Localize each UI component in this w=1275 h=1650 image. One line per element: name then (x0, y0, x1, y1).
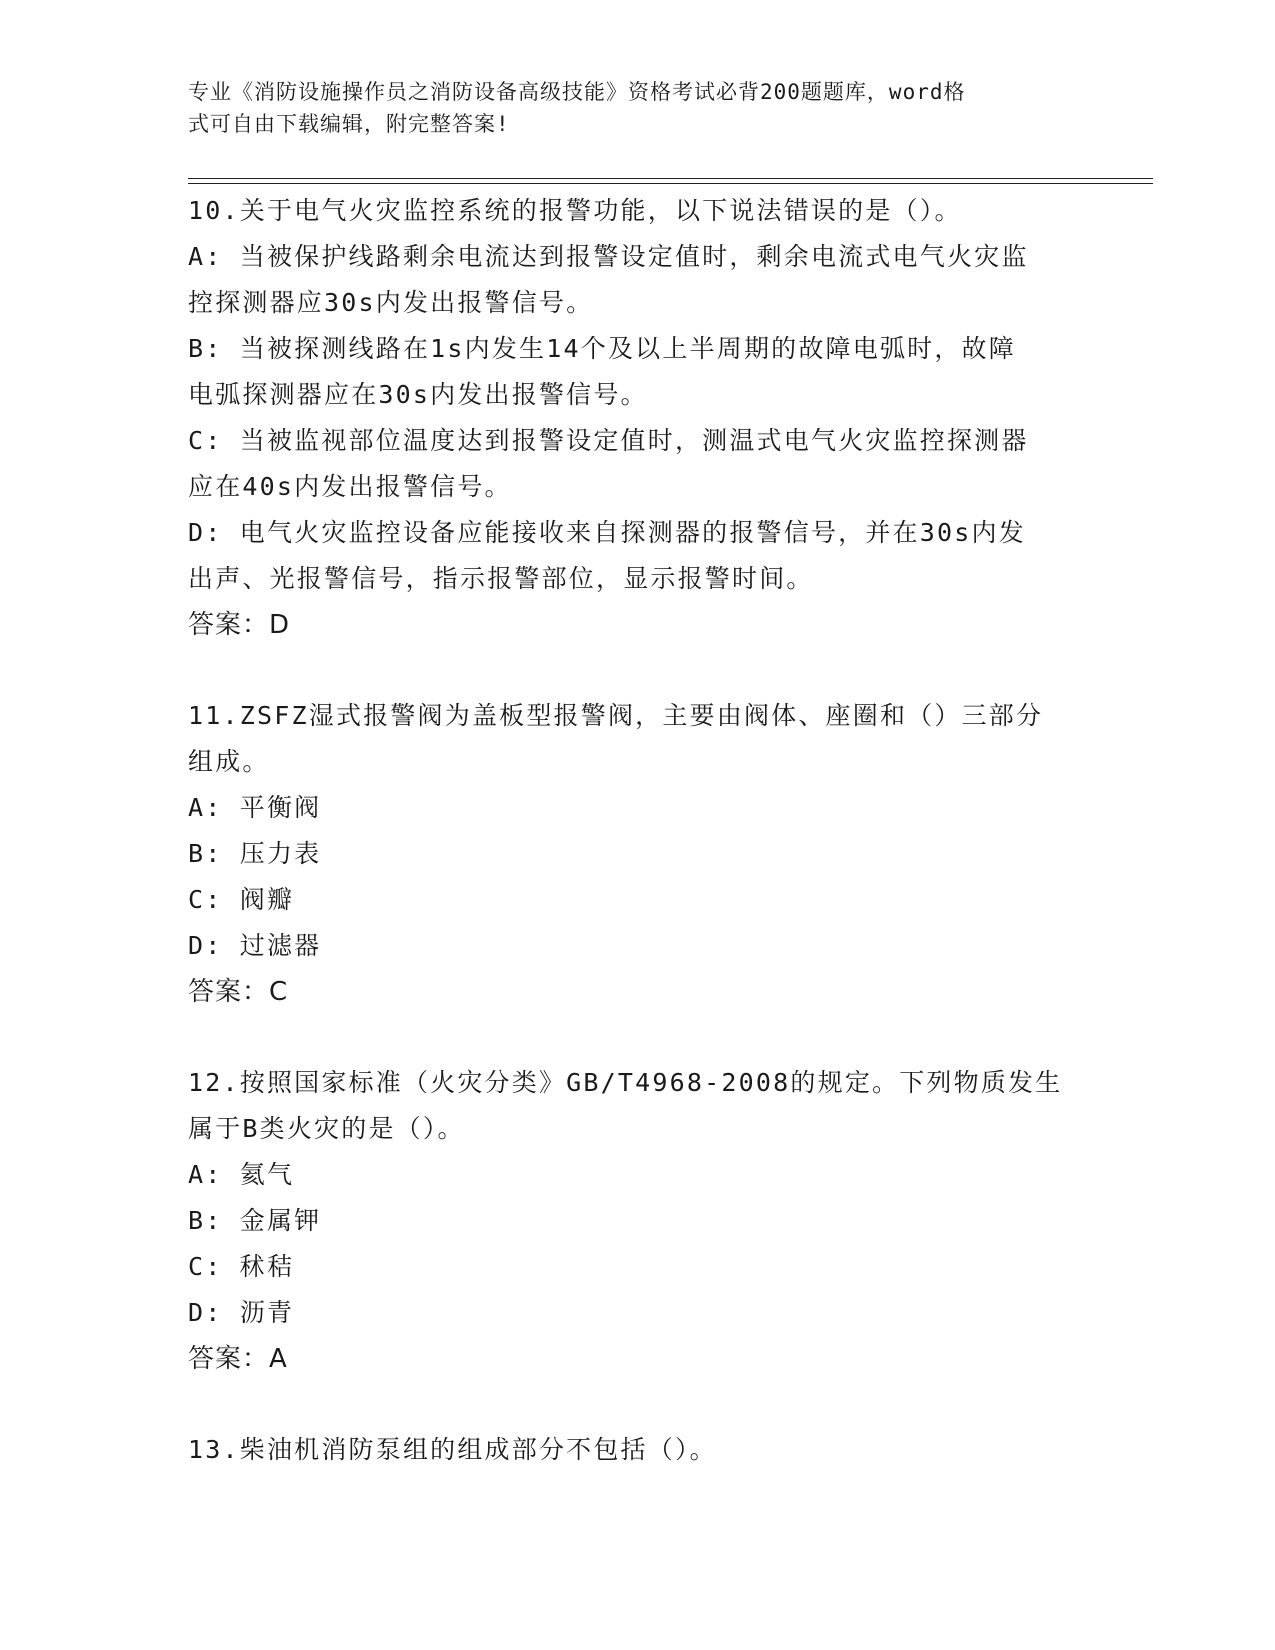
answer: 答案：A (188, 1344, 288, 1374)
question-text-line-2: 组成。 (188, 747, 270, 776)
question-text: 10.关于电气火灾监控系统的报警功能，以下说法错误的是（）。 (188, 196, 962, 225)
option-c: C: 秫秸 (188, 1252, 295, 1281)
question-11 (188, 693, 1088, 1015)
option-d: D: 沥青 (188, 1298, 295, 1327)
question-13 (188, 1427, 1088, 1473)
document-header (188, 76, 1068, 140)
option-d: D: 过滤器 (188, 931, 322, 960)
option-c: C: 阀瓣 (188, 885, 295, 914)
option-a: A: 氦气 (188, 1160, 295, 1189)
header-line-1: 专业《消防设施操作员之消防设备高级技能》资格考试必背200题题库，word格 (188, 80, 966, 104)
question-10 (188, 188, 1088, 648)
option-b-line-1: B: 当被探测线路在1s内发生14个及以上半周期的故障电弧时，故障 (188, 334, 1016, 363)
header-divider-bottom (188, 183, 1153, 184)
option-d-line-2: 出声、光报警信号，指示报警部位，显示报警时间。 (188, 564, 814, 593)
option-a: A: 平衡阀 (188, 793, 322, 822)
answer: 答案：C (188, 977, 289, 1007)
option-c-line-1: C: 当被监视部位温度达到报警设定值时，测温式电气火灾监控探测器 (188, 426, 1029, 455)
question-text-line-2: 属于B类火灾的是（）。 (188, 1114, 465, 1143)
question-text-line-1: 11.ZSFZ湿式报警阀为盖板型报警阀，主要由阀体、座圈和（）三部分 (188, 701, 1044, 730)
option-a-line-2: 控探测器应30s内发出报警信号。 (188, 288, 594, 317)
option-d-line-1: D: 电气火灾监控设备应能接收来自探测器的报警信号，并在30s内发 (188, 518, 1026, 547)
spacer (188, 1015, 1088, 1060)
question-text: 13.柴油机消防泵组的组成部分不包括（）。 (188, 1435, 717, 1464)
question-12 (188, 1060, 1088, 1382)
option-b-line-2: 电弧探测器应在30s内发出报警信号。 (188, 380, 648, 409)
answer: 答案：D (188, 610, 291, 640)
header-line-2: 式可自由下载编辑，附完整答案! (188, 112, 510, 136)
spacer (188, 648, 1088, 693)
question-text-line-1: 12.按照国家标准（火灾分类》GB/T4968-2008的规定。下列物质发生 (188, 1068, 1063, 1097)
option-a-line-1: A: 当被保护线路剩余电流达到报警设定值时，剩余电流式电气火灾监 (188, 242, 1029, 271)
option-b: B: 压力表 (188, 839, 322, 868)
header-divider-top (188, 178, 1153, 179)
option-b: B: 金属钾 (188, 1206, 322, 1235)
option-c-line-2: 应在40s内发出报警信号。 (188, 472, 512, 501)
spacer (188, 1382, 1088, 1427)
question-list (188, 188, 1088, 1473)
